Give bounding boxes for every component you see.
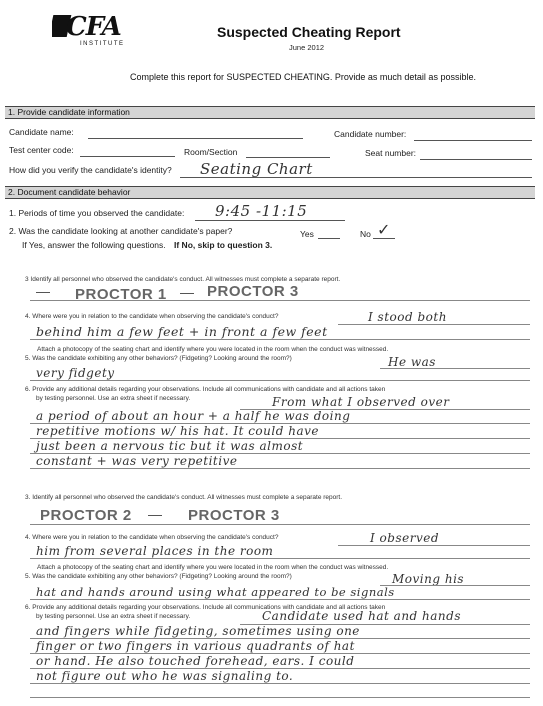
b1-location-question: 4. Where were you in relation to the candidate when observing the candidate's conduct? xyxy=(25,313,279,320)
no-instruction: If No, skip to question 3. xyxy=(174,240,273,250)
test-center-code-field[interactable] xyxy=(80,156,175,157)
observation-period-field[interactable] xyxy=(195,220,345,221)
candidate-name-label: Candidate name: xyxy=(9,127,74,137)
b1-behavior-answer-2: very fidgety xyxy=(36,366,115,380)
b1-details-answer-5: constant + was very repetitive xyxy=(36,454,238,468)
b2-details-field-5[interactable] xyxy=(30,683,530,684)
section1-title: 1. Provide candidate information xyxy=(8,107,130,117)
b1-personnel-question: 3 Identify all personnel who observed the candidate's conduct. All witnesses must complete a separate report. xyxy=(25,276,341,283)
b1-location-field-2[interactable] xyxy=(30,339,530,340)
b1-details-answer-3: repetitive motions w/ his hat. It could have xyxy=(36,424,319,438)
yes-field[interactable] xyxy=(318,238,340,239)
logo-letters: CFA xyxy=(66,12,121,42)
b1-behavior-field-1[interactable] xyxy=(380,368,530,369)
b1-details-question-2: by testing personnel. Use an extra sheet if necessary. xyxy=(36,395,191,402)
candidate-name-field[interactable] xyxy=(88,138,303,139)
b2-behavior-field-1[interactable] xyxy=(380,585,530,586)
b2-personnel-question: 3. Identify all personnel who observed the candidate's conduct. All witnesses must complete a separate report. xyxy=(25,494,343,501)
b2-proctor-stamp-a: PROCTOR 2 xyxy=(40,507,132,524)
b2-location-field-1[interactable] xyxy=(338,545,530,546)
b1-location-field-1[interactable] xyxy=(338,324,530,325)
b1-details-field-5[interactable] xyxy=(30,468,530,469)
b1-details-answer-2: a period of about an hour + a half he was doing xyxy=(36,409,351,423)
report-title: Suspected Cheating Report xyxy=(217,24,401,40)
b2-dash xyxy=(148,515,162,516)
b2-details-answer-1: Candidate used hat and hands xyxy=(262,609,461,623)
b2-location-field-2[interactable] xyxy=(30,558,530,559)
b2-location-answer-1: I observed xyxy=(370,531,440,545)
logo-subtitle: INSTITUTE xyxy=(80,41,125,47)
verify-identity-answer: Seating Chart xyxy=(200,160,313,178)
b2-details-answer-4: or hand. He also touched forehead, ears. I could xyxy=(36,654,355,668)
b2-details-answer-2: and fingers while fidgeting, sometimes using one xyxy=(36,624,360,638)
report-instruction: Complete this report for SUSPECTED CHEATING. Provide as much detail as possible. xyxy=(130,72,476,82)
b1-proctor-stamp-b: PROCTOR 3 xyxy=(207,283,299,300)
b2-behavior-field-2[interactable] xyxy=(30,599,530,600)
b1-location-answer-2: behind him a few feet + in front a few feet xyxy=(36,324,328,339)
b1-details-answer-4: just been a nervous tic but it was almost xyxy=(36,439,304,453)
room-section-label: Room/Section xyxy=(184,147,238,157)
seat-number-label: Seat number: xyxy=(365,148,417,158)
cfa-logo xyxy=(52,12,142,50)
b1-proctor-stamp-a: PROCTOR 1 xyxy=(75,286,167,303)
b1-details-answer-1: From what I observed over xyxy=(272,395,450,409)
b1-behavior-question: 5. Was the candidate exhibiting any other behaviors? (Fidgeting? Looking around the room?) xyxy=(25,355,292,362)
section2-title: 2. Document candidate behavior xyxy=(8,187,131,197)
b2-attach-note: Attach a photocopy of the seating chart and identify where you were located in the room when the conduct was witnessed. xyxy=(37,564,389,571)
b2-behavior-question: 5. Was the candidate exhibiting any other behaviors? (Fidgeting? Looking around the room?) xyxy=(25,573,292,580)
candidate-number-label: Candidate number: xyxy=(334,129,407,139)
yes-instruction: If Yes, answer the following questions. xyxy=(22,240,166,250)
b2-proctor-stamp-b: PROCTOR 3 xyxy=(188,507,280,524)
verify-identity-label: How did you verify the candidate's identity? xyxy=(9,165,172,175)
b2-behavior-answer-1: Moving his xyxy=(392,572,465,586)
b1-details-question-1: 6. Provide any additional details regarding your observations. Include all communications with candidate and all actions taken xyxy=(25,386,386,393)
b2-details-question-2: by testing personnel. Use an extra sheet if necessary. xyxy=(36,613,191,620)
observation-period-label: 1. Periods of time you observed the candidate: xyxy=(9,208,185,218)
b1-attach-note: Attach a photocopy of the seating chart and identify where you were located in the room when the conduct was witnessed. xyxy=(37,346,389,353)
b1-behavior-answer-1: He was xyxy=(388,355,436,369)
b1-dash-1 xyxy=(36,292,50,293)
b2-location-answer-2: him from several places in the room xyxy=(36,544,274,558)
section1-header xyxy=(5,106,535,119)
b2-personnel-field[interactable] xyxy=(30,524,530,525)
no-checkmark: ✓ xyxy=(377,220,391,239)
b2-behavior-answer-2: hat and hands around using what appeared to be signals xyxy=(36,585,395,599)
no-label: No xyxy=(360,229,371,239)
b1-dash-2 xyxy=(180,293,194,294)
section2-header xyxy=(5,186,535,199)
b2-details-field-6[interactable] xyxy=(30,697,530,698)
b2-details-answer-5: not figure out who he was signaling to. xyxy=(36,669,294,683)
candidate-number-field[interactable] xyxy=(414,140,532,141)
seat-number-field[interactable] xyxy=(420,159,532,160)
b1-behavior-field-2[interactable] xyxy=(30,380,530,381)
b2-details-question-1: 6. Provide any additional details regarding your observations. Include all communications with candidate and all actions taken xyxy=(25,604,386,611)
b2-location-question: 4. Where were you in relation to the candidate when observing the candidate's conduct? xyxy=(25,534,279,541)
test-center-code-label: Test center code: xyxy=(9,145,74,155)
looking-at-paper-label: 2. Was the candidate looking at another candidate's paper? xyxy=(9,226,233,236)
verify-identity-field[interactable] xyxy=(180,177,532,178)
observation-period-answer: 9:45 -11:15 xyxy=(215,202,308,220)
report-date: June 2012 xyxy=(289,43,325,52)
b1-location-answer-1: I stood both xyxy=(368,310,447,324)
room-section-field[interactable] xyxy=(246,157,330,158)
b2-details-answer-3: finger or two fingers in various quadrants of hat xyxy=(36,639,355,653)
yes-label: Yes xyxy=(300,229,314,239)
